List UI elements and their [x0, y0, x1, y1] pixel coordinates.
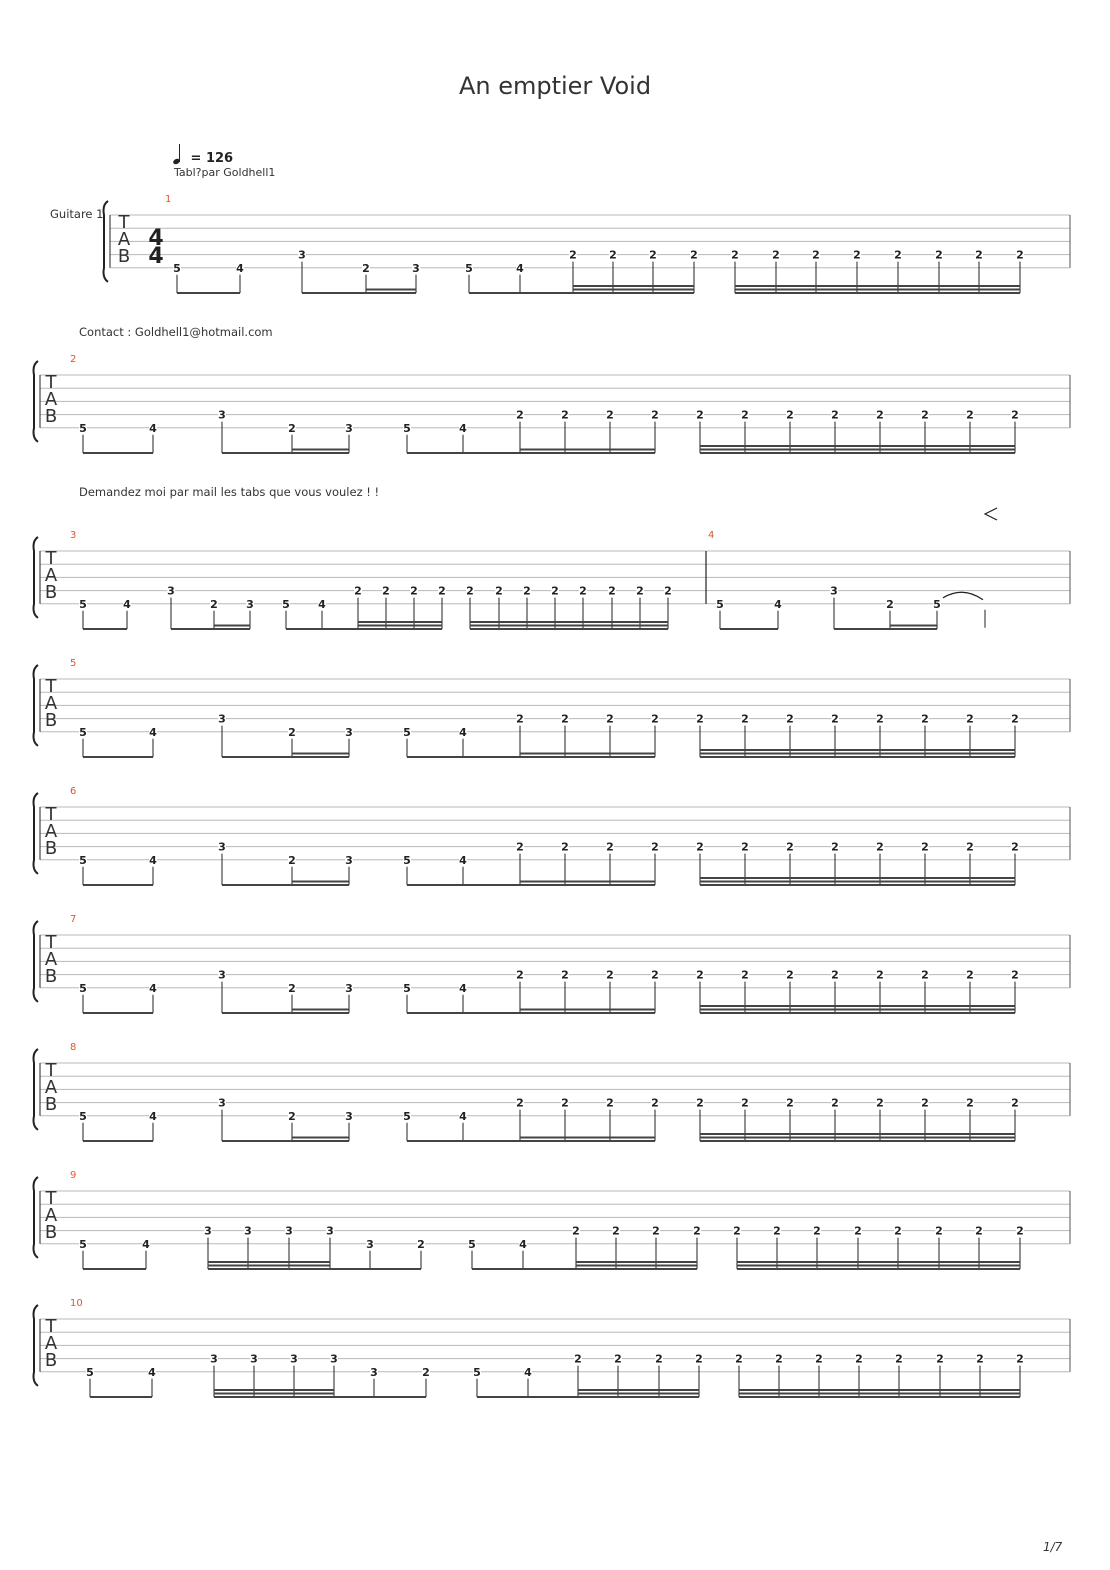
fret-number: 2	[516, 408, 524, 422]
fret-number: 5	[173, 261, 181, 275]
fret-number: 3	[246, 597, 254, 611]
system-bracket	[34, 1305, 39, 1386]
fret-number: 5	[86, 1365, 94, 1379]
fret-number: 2	[651, 1096, 659, 1110]
fret-number: 5	[79, 1109, 87, 1123]
tempo-label: = 126	[190, 151, 234, 166]
fret-number: 5	[473, 1365, 481, 1379]
fret-number: 5	[79, 597, 87, 611]
score-title: An emptier Void	[458, 72, 652, 100]
system-bracket	[34, 1177, 39, 1258]
fret-number: 4	[459, 725, 467, 739]
fret-number: 4	[149, 981, 157, 995]
measure-number: 10	[70, 1298, 83, 1309]
fret-number: 2	[735, 1352, 743, 1366]
fret-number: 2	[636, 584, 644, 598]
fret-number: 5	[933, 597, 941, 611]
fret-number: 2	[651, 968, 659, 982]
fret-number: 5	[403, 421, 411, 435]
fret-number: 5	[79, 981, 87, 995]
fret-number: 2	[786, 408, 794, 422]
fret-number: 2	[876, 840, 884, 854]
fret-number: 3	[290, 1352, 298, 1366]
fret-number: 2	[813, 1224, 821, 1238]
fret-number: 2	[466, 584, 474, 598]
fret-number: 2	[516, 840, 524, 854]
fret-number: 2	[1011, 712, 1019, 726]
fret-number: 3	[298, 248, 306, 262]
fret-number: 2	[422, 1365, 430, 1379]
measure-number: 9	[70, 1170, 77, 1181]
tab-clef-letter: T	[45, 932, 57, 953]
fret-number: 2	[579, 584, 587, 598]
fret-number: 3	[218, 1096, 226, 1110]
fret-number: 2	[831, 1096, 839, 1110]
tab-clef-letter: B	[44, 406, 58, 427]
fret-number: 2	[516, 712, 524, 726]
fret-number: 2	[696, 712, 704, 726]
tab-clef-letter: A	[44, 949, 58, 970]
fret-number: 2	[651, 840, 659, 854]
tab-clef-letter: T	[45, 676, 57, 697]
fret-number: 2	[551, 584, 559, 598]
fret-number: 3	[218, 408, 226, 422]
fret-number: 4	[519, 1237, 527, 1251]
tab-clef-letter: T	[45, 804, 57, 825]
system-bracket	[34, 665, 39, 746]
fret-number: 5	[403, 853, 411, 867]
fret-number: 2	[966, 712, 974, 726]
fret-number: 2	[966, 1096, 974, 1110]
fret-number: 2	[606, 1096, 614, 1110]
system-bracket	[34, 361, 39, 442]
fret-number: 2	[651, 408, 659, 422]
fret-number: 2	[649, 248, 657, 262]
measure-number: 8	[70, 1042, 77, 1053]
fret-number: 2	[855, 1352, 863, 1366]
fret-number: 4	[459, 1109, 467, 1123]
fret-number: 2	[1016, 248, 1024, 262]
fret-number: 2	[382, 584, 390, 598]
crescendo-hairpin	[985, 508, 997, 520]
fret-number: 4	[142, 1237, 150, 1251]
fret-number: 2	[831, 408, 839, 422]
fret-number: 3	[285, 1224, 293, 1238]
instrument-name: Guitare 1	[50, 207, 104, 221]
fret-number: 2	[523, 584, 531, 598]
fret-number: 3	[412, 261, 420, 275]
tab-clef-letter: A	[44, 1333, 58, 1354]
fret-number: 2	[574, 1352, 582, 1366]
tab-clef-letter: T	[45, 1188, 57, 1209]
measure-number: 7	[70, 914, 77, 925]
tab-clef-letter: T	[45, 1316, 57, 1337]
fret-number: 2	[921, 840, 929, 854]
fret-number: 3	[326, 1224, 334, 1238]
fret-number: 2	[288, 725, 296, 739]
fret-number: 2	[921, 408, 929, 422]
fret-number: 2	[288, 853, 296, 867]
fret-number: 2	[921, 1096, 929, 1110]
fret-number: 5	[403, 1109, 411, 1123]
fret-number: 4	[516, 261, 524, 275]
fret-number: 2	[975, 1224, 983, 1238]
fret-number: 5	[403, 981, 411, 995]
fret-number: 2	[1016, 1352, 1024, 1366]
fret-number: 2	[921, 968, 929, 982]
fret-number: 2	[853, 248, 861, 262]
fret-number: 2	[773, 1224, 781, 1238]
fret-number: 2	[695, 1352, 703, 1366]
measure-number: 4	[708, 530, 715, 541]
tab-clef-letter: A	[44, 565, 58, 586]
fret-number: 2	[561, 712, 569, 726]
fret-number: 3	[345, 1109, 353, 1123]
fret-number: 2	[966, 840, 974, 854]
fret-number: 3	[218, 712, 226, 726]
fret-number: 2	[876, 968, 884, 982]
request-text: Demandez moi par mail les tabs que vous voulez ! !	[79, 485, 380, 499]
fret-number: 2	[516, 1096, 524, 1110]
fret-number: 2	[886, 597, 894, 611]
fret-number: 2	[1016, 1224, 1024, 1238]
fret-number: 2	[1011, 968, 1019, 982]
tab-clef-letter: B	[44, 1222, 58, 1243]
fret-number: 2	[561, 408, 569, 422]
fret-number: 2	[606, 408, 614, 422]
fret-number: 2	[831, 712, 839, 726]
measure-number: 2	[70, 354, 77, 365]
fret-number: 2	[362, 261, 370, 275]
fret-number: 2	[741, 1096, 749, 1110]
fret-number: 3	[345, 725, 353, 739]
tab-author: Tabl?par Goldhell1	[174, 166, 276, 179]
system-bracket	[34, 921, 39, 1002]
tab-clef-letter: B	[44, 838, 58, 859]
tab-clef-letter: A	[44, 1077, 58, 1098]
fret-number: 2	[966, 968, 974, 982]
fret-number: 2	[561, 840, 569, 854]
fret-number: 2	[1011, 840, 1019, 854]
fret-number: 2	[609, 248, 617, 262]
fret-number: 2	[966, 408, 974, 422]
fret-number: 2	[831, 968, 839, 982]
fret-number: 2	[696, 408, 704, 422]
fret-number: 3	[830, 584, 838, 598]
fret-number: 2	[410, 584, 418, 598]
fret-number: 2	[288, 421, 296, 435]
fret-number: 2	[731, 248, 739, 262]
fret-number: 2	[786, 968, 794, 982]
fret-number: 2	[935, 248, 943, 262]
fret-number: 2	[606, 712, 614, 726]
tab-clef-letter: B	[117, 246, 131, 267]
fret-number: 2	[608, 584, 616, 598]
tab-clef-letter: T	[45, 372, 57, 393]
fret-number: 4	[148, 1365, 156, 1379]
fret-number: 3	[330, 1352, 338, 1366]
fret-number: 2	[741, 712, 749, 726]
fret-number: 2	[354, 584, 362, 598]
fret-number: 2	[1011, 1096, 1019, 1110]
fret-number: 3	[210, 1352, 218, 1366]
fret-number: 2	[854, 1224, 862, 1238]
tab-clef-letter: B	[44, 582, 58, 603]
fret-number: 3	[345, 421, 353, 435]
fret-number: 2	[652, 1224, 660, 1238]
fret-number: 2	[210, 597, 218, 611]
fret-number: 2	[561, 1096, 569, 1110]
time-signature-bottom: 4	[148, 244, 164, 269]
tab-clef-letter: B	[44, 1094, 58, 1115]
fret-number: 3	[244, 1224, 252, 1238]
fret-number: 2	[935, 1224, 943, 1238]
fret-number: 4	[459, 981, 467, 995]
tab-clef-letter: T	[118, 212, 130, 233]
fret-number: 2	[696, 1096, 704, 1110]
fret-number: 2	[417, 1237, 425, 1251]
fret-number: 2	[786, 712, 794, 726]
fret-number: 4	[149, 853, 157, 867]
fret-number: 2	[733, 1224, 741, 1238]
system-bracket	[104, 201, 109, 282]
fret-number: 2	[606, 840, 614, 854]
fret-number: 2	[561, 968, 569, 982]
fret-number: 2	[741, 968, 749, 982]
fret-number: 3	[250, 1352, 258, 1366]
fret-number: 2	[895, 1352, 903, 1366]
fret-number: 2	[894, 248, 902, 262]
system-bracket	[34, 793, 39, 874]
page-number: 1/7	[1043, 1540, 1063, 1554]
fret-number: 2	[693, 1224, 701, 1238]
fret-number: 2	[976, 1352, 984, 1366]
fret-number: 5	[282, 597, 290, 611]
tab-clef-letter: A	[44, 821, 58, 842]
fret-number: 4	[459, 853, 467, 867]
fret-number: 5	[79, 1237, 87, 1251]
fret-number: 2	[775, 1352, 783, 1366]
fret-number: 4	[149, 1109, 157, 1123]
fret-number: 2	[975, 248, 983, 262]
fret-number: 2	[612, 1224, 620, 1238]
fret-number: 5	[468, 1237, 476, 1251]
measure-number: 6	[70, 786, 77, 797]
fret-number: 5	[79, 421, 87, 435]
fret-number: 3	[370, 1365, 378, 1379]
fret-number: 3	[218, 968, 226, 982]
fret-number: 2	[572, 1224, 580, 1238]
fret-number: 2	[696, 968, 704, 982]
tab-clef-letter: B	[44, 710, 58, 731]
tab-clef-letter: B	[44, 966, 58, 987]
fret-number: 4	[149, 421, 157, 435]
tab-clef-letter: T	[45, 1060, 57, 1081]
fret-number: 2	[786, 840, 794, 854]
fret-number: 5	[716, 597, 724, 611]
fret-number: 2	[495, 584, 503, 598]
fret-number: 4	[774, 597, 782, 611]
fret-number: 2	[876, 712, 884, 726]
fret-number: 3	[204, 1224, 212, 1238]
measure-number: 3	[70, 530, 77, 541]
fret-number: 4	[123, 597, 131, 611]
fret-number: 2	[921, 712, 929, 726]
fret-number: 2	[655, 1352, 663, 1366]
measure-number: 1	[165, 194, 172, 205]
fret-number: 2	[812, 248, 820, 262]
fret-number: 2	[772, 248, 780, 262]
fret-number: 2	[438, 584, 446, 598]
fret-number: 2	[876, 1096, 884, 1110]
tab-clef-letter: A	[117, 229, 131, 250]
fret-number: 4	[459, 421, 467, 435]
system-bracket	[34, 1049, 39, 1130]
fret-number: 4	[236, 261, 244, 275]
fret-number: 2	[288, 1109, 296, 1123]
tab-clef-letter: A	[44, 1205, 58, 1226]
fret-number: 4	[318, 597, 326, 611]
measure-number: 5	[70, 658, 77, 669]
fret-number: 3	[366, 1237, 374, 1251]
fret-number: 2	[614, 1352, 622, 1366]
contact-text: Contact : Goldhell1@hotmail.com	[79, 325, 273, 339]
fret-number: 2	[569, 248, 577, 262]
fret-number: 2	[288, 981, 296, 995]
fret-number: 2	[936, 1352, 944, 1366]
fret-number: 2	[696, 840, 704, 854]
fret-number: 2	[1011, 408, 1019, 422]
fret-number: 2	[606, 968, 614, 982]
tab-clef-letter: A	[44, 389, 58, 410]
fret-number: 2	[664, 584, 672, 598]
fret-number: 5	[79, 725, 87, 739]
fret-number: 3	[345, 981, 353, 995]
fret-number: 4	[149, 725, 157, 739]
fret-number: 2	[786, 1096, 794, 1110]
fret-number: 5	[403, 725, 411, 739]
fret-number: 2	[651, 712, 659, 726]
time-signature-top: 4	[148, 226, 164, 251]
fret-number: 5	[79, 853, 87, 867]
fret-number: 2	[741, 840, 749, 854]
tab-clef-letter: A	[44, 693, 58, 714]
tab-clef-letter: B	[44, 1350, 58, 1371]
fret-number: 3	[218, 840, 226, 854]
fret-number: 3	[167, 584, 175, 598]
fret-number: 2	[815, 1352, 823, 1366]
fret-number: 2	[894, 1224, 902, 1238]
system-bracket	[34, 537, 39, 618]
tie-arc	[943, 592, 983, 600]
fret-number: 2	[690, 248, 698, 262]
tab-clef-letter: T	[45, 548, 57, 569]
fret-number: 5	[465, 261, 473, 275]
fret-number: 3	[345, 853, 353, 867]
fret-number: 2	[876, 408, 884, 422]
fret-number: 2	[516, 968, 524, 982]
fret-number: 4	[524, 1365, 532, 1379]
fret-number: 2	[741, 408, 749, 422]
fret-number: 2	[831, 840, 839, 854]
